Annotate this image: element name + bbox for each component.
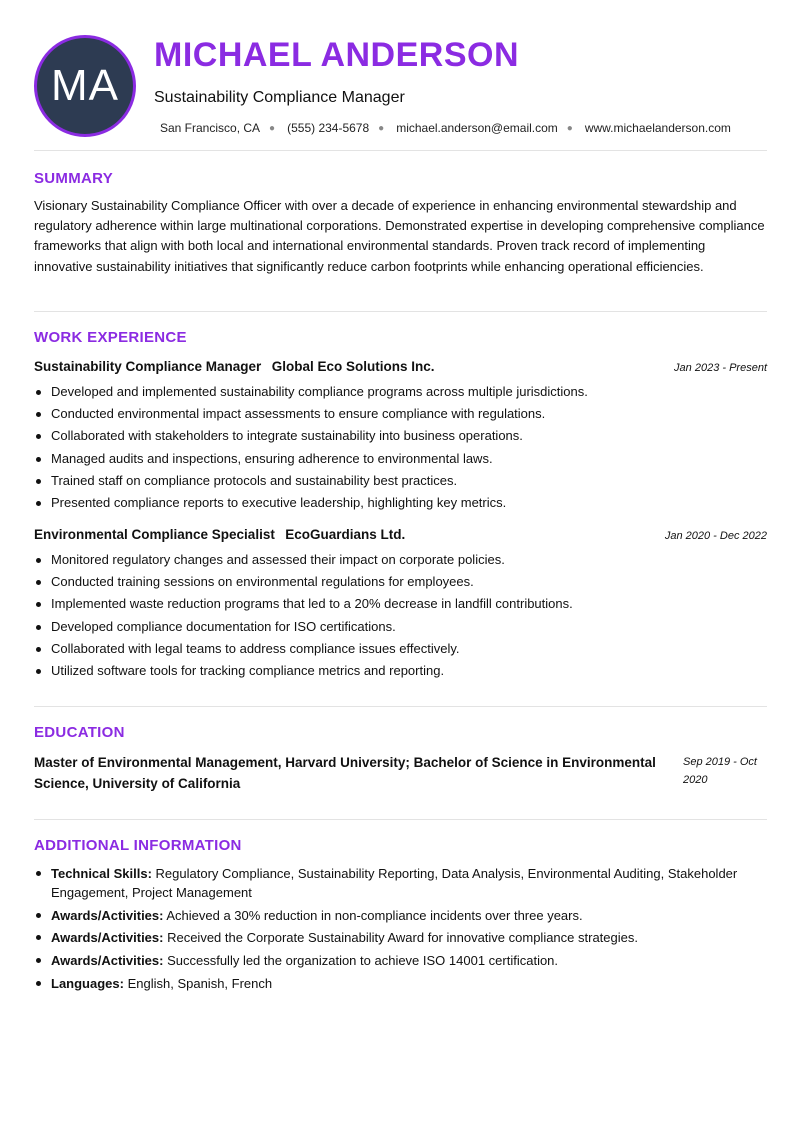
job-title: Environmental Compliance Specialist [34,527,275,542]
job-title: Sustainability Compliance Manager [34,359,262,374]
job-company: Global Eco Solutions Inc. [271,359,435,374]
education-entry [34,752,767,794]
candidate-name: MICHAEL ANDERSON [154,36,520,74]
education-heading: EDUCATION [34,724,125,741]
item-label: Technical Skills: [51,866,152,881]
job-bullets [34,381,767,514]
list-item: Developed compliance documentation for ISO certifications. [34,616,767,638]
list-item: Presented compliance reports to executive leadership, highlighting key metrics. [34,492,767,514]
job-bullets [34,549,767,682]
list-item: Managed audits and inspections, ensuring adherence to environmental laws. [34,448,767,470]
contact-location: San Francisco, CA [160,121,261,135]
divider [34,311,767,312]
list-item [34,906,767,925]
list-item: Conducted training sessions on environmental regulations for employees. [34,571,767,593]
item-label: Awards/Activities: [51,952,164,968]
contact-row [160,121,731,135]
item-text: Achieved a 30% reduction in non-compliance incidents over three years. [163,907,583,923]
list-item: Developed and implemented sustainability compliance programs across multiple jurisdictions. [34,381,767,403]
item-label: Languages: [51,975,124,991]
job-date: Jan 2023 - Present [674,362,767,374]
divider [34,150,767,151]
list-item [34,974,767,993]
list-item [34,864,767,902]
item-label: Awards/Activities: [51,907,164,923]
job-header [34,526,767,544]
item-text: English, Spanish, French [123,975,273,991]
list-item: Implemented waste reduction programs that led to a 20% decrease in landfill contributions. [34,593,767,615]
list-item: Monitored regulatory changes and assessed their impact on corporate policies. [34,549,767,571]
job-role-company [34,526,405,544]
divider [34,819,767,820]
list-item [34,951,767,970]
list-item: Utilized software tools for tracking compliance metrics and reporting. [34,660,767,682]
contact-email[interactable]: michael.anderson@email.com [396,121,558,135]
list-item [34,928,767,947]
divider [34,706,767,707]
job-date: Jan 2020 - Dec 2022 [664,530,767,542]
contact-phone: (555) 234-5678 [287,121,370,135]
avatar: MA [34,35,136,137]
item-text: Regulatory Compliance, Sustainability Reporting, Data Analysis, Environmental Auditing, Stakeholder Engagement, Project Management [51,866,738,900]
separator-dot: ● [566,122,573,134]
list-item: Collaborated with legal teams to address compliance issues effectively. [34,638,767,660]
additional-list [34,864,767,996]
job-title-headline: Sustainability Compliance Manager [154,89,405,106]
separator-dot: ● [378,122,385,134]
list-item: Collaborated with stakeholders to integrate sustainability into business operations. [34,425,767,447]
summary-heading: SUMMARY [34,170,114,187]
education-degree: Master of Environmental Management, Harvard University; Bachelor of Science in Environmental Science, University of California [34,755,656,791]
contact-website[interactable]: www.michaelanderson.com [584,121,731,135]
item-text: Successfully led the organization to achieve ISO 14001 certification. [163,952,559,968]
list-item: Conducted environmental impact assessments to ensure compliance with regulations. [34,403,767,425]
item-text: Received the Corporate Sustainability Award for innovative compliance strategies. [163,930,638,945]
job-role-company [34,358,435,376]
experience-heading: WORK EXPERIENCE [34,329,187,346]
education-date: Sep 2019 - Oct 2020 [683,756,757,786]
list-item: Trained staff on compliance protocols and sustainability best practices. [34,470,767,492]
item-label: Awards/Activities: [51,930,164,945]
summary-text: Visionary Sustainability Compliance Officer with over a decade of experience in enhancing environmental stewardship and regulatory adherence within large multinational corporations. Demonstrated expertise in developing comprehensive compliance frameworks that align with both local and international environmental standards. Proven track record of implementing innovative sustainability initiatives that significantly reduce carbon footprints while enhancing operational efficiencies. [34,198,765,274]
job-header [34,358,767,376]
separator-dot: ● [269,122,276,134]
additional-heading: ADDITIONAL INFORMATION [34,837,242,854]
job-company: EcoGuardians Ltd. [285,527,406,542]
